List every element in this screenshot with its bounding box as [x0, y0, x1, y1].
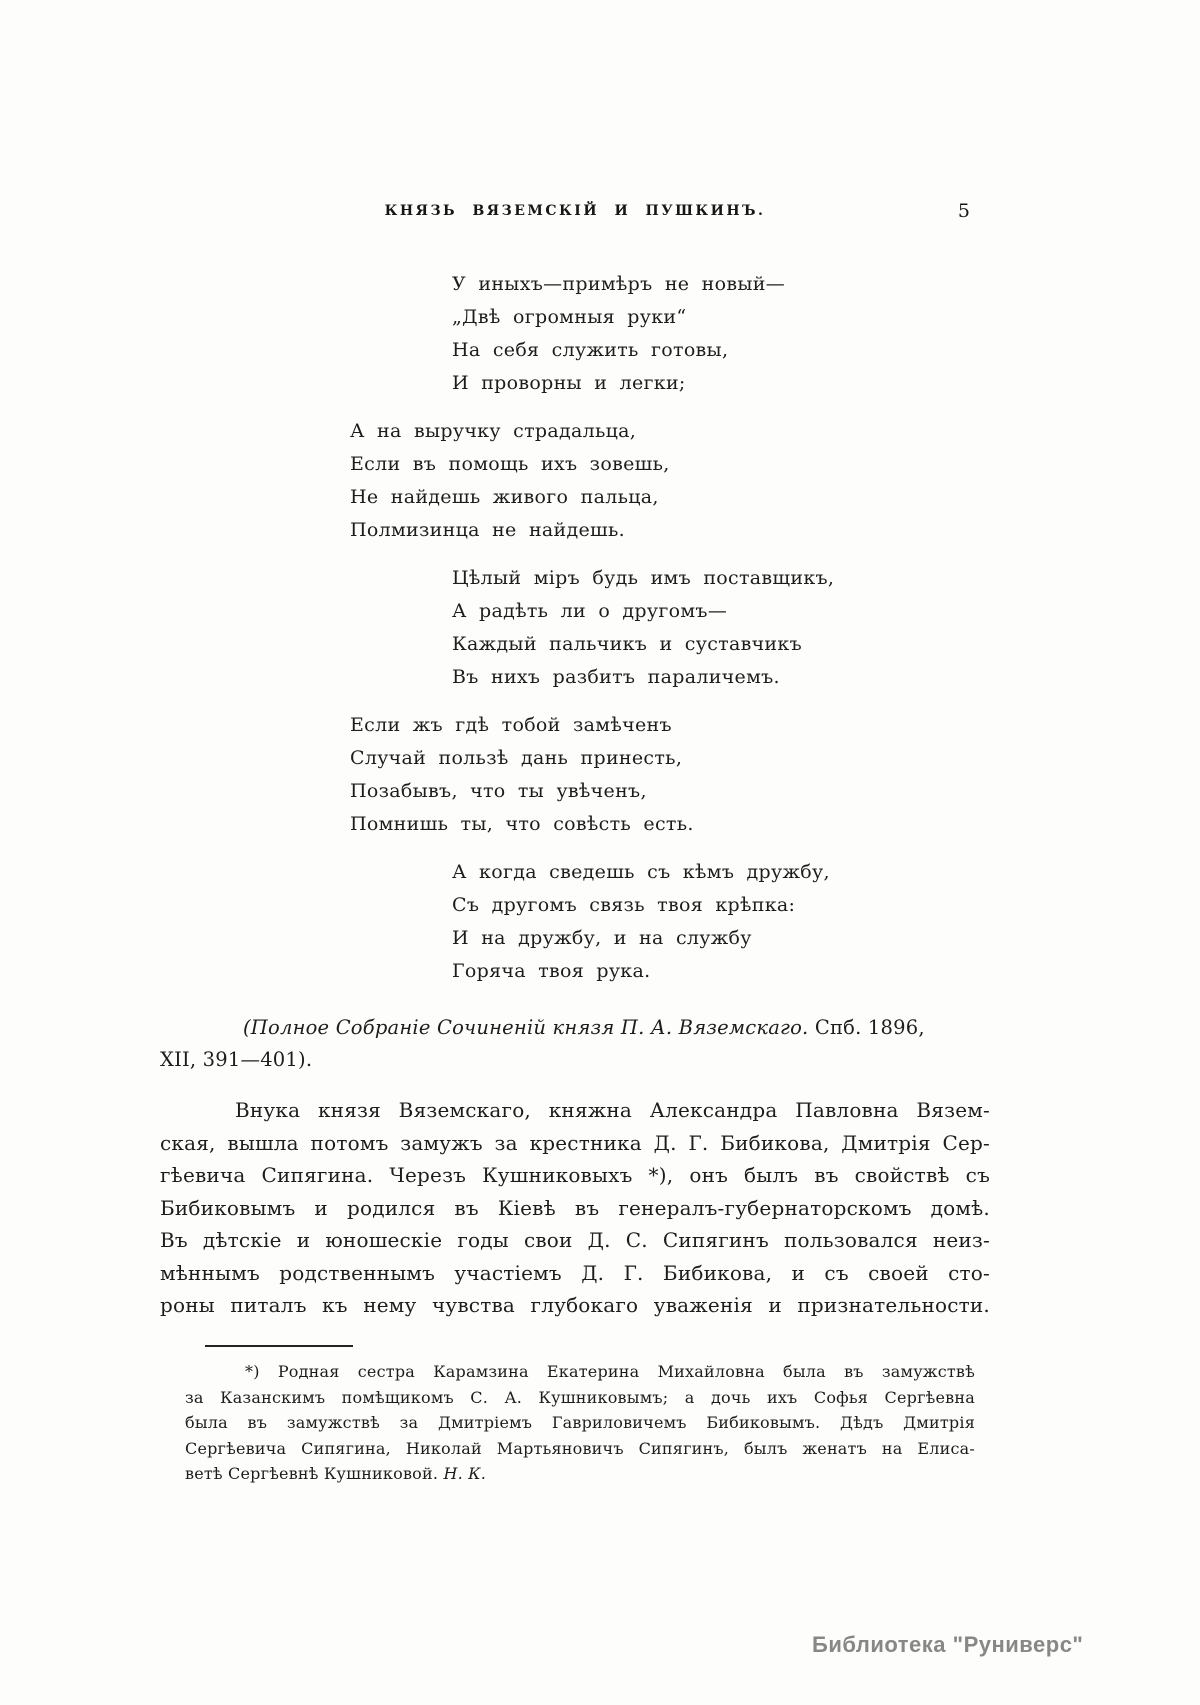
paragraph-line: ская, вышла потомъ замужъ за крестника Д. Г. Бибикова, Дмитрія Сер-	[160, 1130, 990, 1155]
stanza	[350, 709, 990, 841]
poem-line: А на выручку страдальца,	[350, 420, 637, 442]
running-title: КНЯЗЬ ВЯЗЕМСКІЙ И ПУШКИНЪ.	[384, 203, 766, 219]
body-paragraph	[160, 1094, 990, 1322]
poem-line: Если жъ гдѣ тобой замѣченъ	[350, 714, 672, 736]
footnote-text: ветѣ Сергѣевнѣ Кушниковой.	[185, 1464, 439, 1483]
poem-line: Помнишь ты, что совѣсть есть.	[350, 813, 694, 835]
poem-line: Цѣлый міръ будь имъ поставщикъ,	[452, 567, 835, 589]
poem-line: Позабывъ, что ты увѣченъ,	[350, 780, 647, 802]
poem-line: Не найдешь живого пальца,	[350, 486, 659, 508]
poem-line: И проворны и легки;	[452, 372, 686, 394]
poem-line: „Двѣ огромныя руки“	[452, 306, 687, 328]
library-watermark: Библиотека "Руниверс"	[812, 1632, 1084, 1657]
stanza	[452, 268, 990, 400]
page-number: 5	[957, 200, 970, 222]
poem-line: Каждый пальчикъ и суставчикъ	[452, 633, 802, 655]
poem-line: Горяча твоя рука.	[452, 960, 651, 982]
paragraph-line: роны питалъ къ нему чувства глубокаго уваженія и признательности.	[160, 1293, 990, 1317]
poem-line: Полмизинца не найдешь.	[350, 519, 625, 541]
page-header	[160, 203, 990, 219]
poem-line: И на дружбу, и на службу	[452, 927, 752, 949]
poem-line: У иныхъ—примѣръ не новый—	[452, 273, 786, 295]
citation-line	[160, 1012, 990, 1044]
poem-line: Съ другомъ связь твоя крѣпка:	[452, 894, 796, 916]
paragraph-line: Въ дѣтскіе и юношескіе годы свои Д. С. Сипягинъ пользовался неиз-	[160, 1228, 990, 1252]
footnote-line: Сергѣевича Сипягина, Николай Мартьяновичъ Сипягинъ, былъ женатъ на Елиса-	[185, 1438, 975, 1458]
footnote-author-initials: Н. К.	[438, 1464, 487, 1483]
footnote-divider	[205, 1345, 353, 1347]
footnote	[185, 1359, 975, 1487]
stanza	[452, 856, 990, 988]
paragraph-line: гѣевича Сипягина. Черезъ Кушниковыхъ *), онъ былъ въ свойствѣ съ	[160, 1163, 990, 1187]
stanza	[452, 562, 990, 694]
paragraph-line: мѣннымъ родственнымъ участіемъ Д. Г. Бибикова, и съ своей сто-	[160, 1260, 990, 1285]
citation-imprint: Спб. 1896,	[808, 1016, 925, 1039]
poem-line: А когда сведешь съ кѣмъ дружбу,	[452, 861, 830, 883]
poem-line: Если въ помощь ихъ зовешь,	[350, 453, 670, 475]
footnote-line: за Казанскимъ помѣщикомъ С. А. Кушниковымъ; а дочь ихъ Софья Сергѣевна	[185, 1387, 975, 1407]
stanza	[350, 415, 990, 547]
footnote-line: была въ замужствѣ за Дмитріемъ Гавриловичемъ Бибиковымъ. Дѣдъ Дмитрія	[185, 1413, 975, 1432]
paragraph-line: Внука князя Вяземскаго, княжна Александра Павловна Вязем-	[235, 1098, 990, 1122]
poem-line: Въ нихъ разбитъ параличемъ.	[452, 666, 780, 688]
poem-line: А радѣть ли о другомъ—	[452, 600, 728, 622]
source-citation	[160, 1012, 990, 1076]
paragraph-line: Бибиковымъ и родился въ Кіевѣ въ генералъ-губернаторскомъ домѣ.	[160, 1195, 990, 1220]
footnote-line	[185, 1461, 975, 1487]
poem-line: Случай пользѣ дань принесть,	[350, 747, 683, 769]
poem-line: На себя служить готовы,	[452, 339, 729, 361]
citation-line: XII, 391—401).	[160, 1048, 313, 1071]
citation-title: (Полное Собраніе Сочиненій князя П. А. Вяземскаго.	[243, 1016, 809, 1039]
poem	[160, 268, 990, 1003]
footnote-line: *) Родная сестра Карамзина Екатерина Михайловна была въ замужствѣ	[245, 1362, 975, 1381]
